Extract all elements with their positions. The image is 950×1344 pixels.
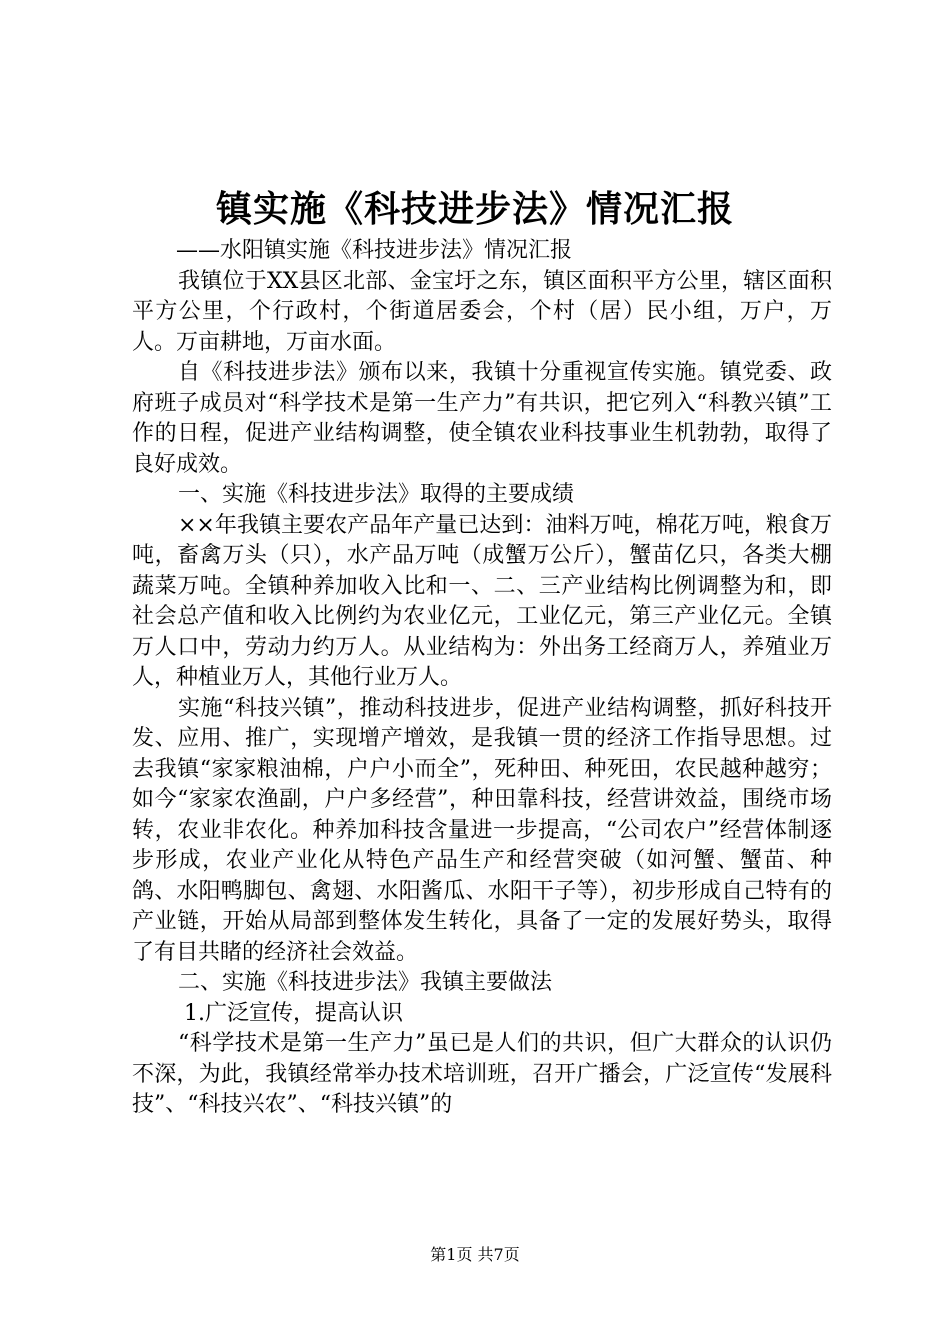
document-subtitle: ——水阳镇实施《科技进步法》情况汇报 — [176, 238, 573, 263]
paragraph-intro: 我镇位于XX县区北部、金宝圩之东，镇区面积平方公里，辖区面积平方公里，个行政村，个街道居委会，个村（居）民小组，万户，万人。万亩耕地，万亩水面。 — [132, 268, 832, 355]
document-title: 镇实施《科技进步法》情况汇报 — [215, 188, 734, 230]
paragraph-publicity: 自《科技进步法》颁布以来，我镇十分重视宣传实施。镇党委、政府班子成员对“科学技术是第一生产力”有共识，把它列入“科教兴镇”工作的日程，促进产业结构调整，使全镇农业科技事业生机勃勃，取得了良好成效。 — [132, 360, 832, 477]
section-1-heading: 一、实施《科技进步法》取得的主要成绩 — [178, 482, 575, 507]
paragraph-output: ××年我镇主要农产品年产量已达到：油料万吨，棉花万吨，粮食万吨，畜禽万头（只），水产品万吨（成蟹万公斤），蟹苗亿只，各类大棚蔬菜万吨。全镇种养加收入比和一、二、三产业结构比例调整为和，即社会总产值和收入比例约为农业亿元，工业亿元，第三产业亿元。全镇万人口中，劳动力约万人。从业结构为：外出务工经商万人，养殖业万人，种植业万人，其他行业万人。 — [132, 512, 832, 690]
page-number-footer: 第1页 共7页 — [430, 1245, 520, 1264]
section-2-heading: 二、实施《科技进步法》我镇主要做法 — [178, 970, 553, 995]
document-body — [132, 236, 832, 1121]
paragraph-strategy: 实施“科技兴镇”，推动科技进步，促进产业结构调整，抓好科技开发、应用、推广，实现增产增效，是我镇一贯的经济工作指导思想。过去我镇“家家粮油棉，户户小而全”，死种田、种死田，农民越种越穷；如今“家家农渔副，户户多经营”，种田靠科技，经营讲效益，围绕市场转，农业非农化。种养加科技含量进一步提高，“公司农户”经营体制逐步形成，农业产业化从特色产品生产和经营突破（如河蟹、蟹苗、种鸽、水阳鸭脚包、禽翅、水阳酱瓜、水阳干子等），初步形成自己特有的产业链，开始从局部到整体发生转化，具备了一定的发展好势头，取得了有目共睹的经济社会效益。 — [132, 695, 832, 965]
section-2-subheading-1: 1.广泛宣传，提高认识 — [184, 1000, 403, 1026]
paragraph-awareness: “科学技术是第一生产力”虽已是人们的共识，但广大群众的认识仍不深，为此，我镇经常举办技术培训班，召开广播会，广泛宣传“发展科技”、“科技兴农”、“科技兴镇”的 — [132, 1031, 832, 1117]
